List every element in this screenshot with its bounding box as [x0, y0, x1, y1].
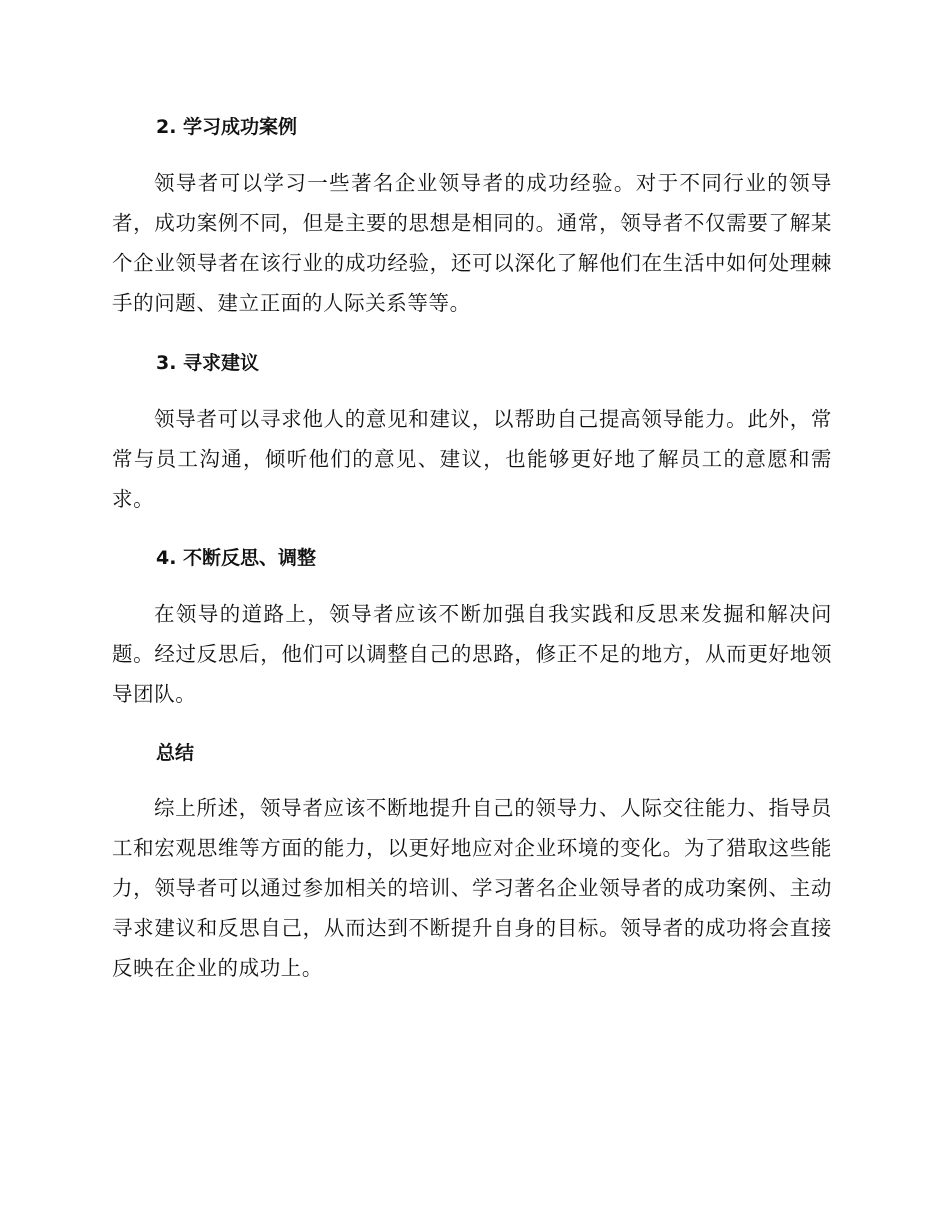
- section-heading-seek-advice: 3. 寻求建议: [156, 352, 260, 374]
- section-body-seek-advice: 领导者可以寻求他人的意见和建议，以帮助自己提高领导能力。此外，常常与员工沟通，倾听他们的意见、建议，也能够更好地了解员工的意愿和需求。: [112, 407, 832, 511]
- section-heading-learn-cases: 2. 学习成功案例: [156, 116, 298, 138]
- section-body-reflect-adjust: 在领导的道路上，领导者应该不断加强自我实践和反思来发掘和解决问题。经过反思后，他们可以调整自己的思路，修正不足的地方，从而更好地领导团队。: [112, 602, 832, 706]
- section-body-summary: 综上所述，领导者应该不断地提升自己的领导力、人际交往能力、指导员工和宏观思维等方面的能力，以更好地应对企业环境的变化。为了猎取这些能力，领导者可以通过参加相关的培训、学习著名企业领导者的成功案例、主动寻求建议和反思自己，从而达到不断提升自身的目标。领导者的成功将会直接反映在企业的成功上。: [112, 796, 832, 980]
- section-body-learn-cases: 领导者可以学习一些著名企业领导者的成功经验。对于不同行业的领导者，成功案例不同，但是主要的思想是相同的。通常，领导者不仅需要了解某个企业领导者在该行业的成功经验，还可以深化了解他们在生活中如何处理棘手的问题、建立正面的人际关系等等。: [112, 171, 832, 315]
- section-heading-summary: 总结: [156, 742, 195, 764]
- section-heading-reflect-adjust: 4. 不断反思、调整: [156, 547, 317, 569]
